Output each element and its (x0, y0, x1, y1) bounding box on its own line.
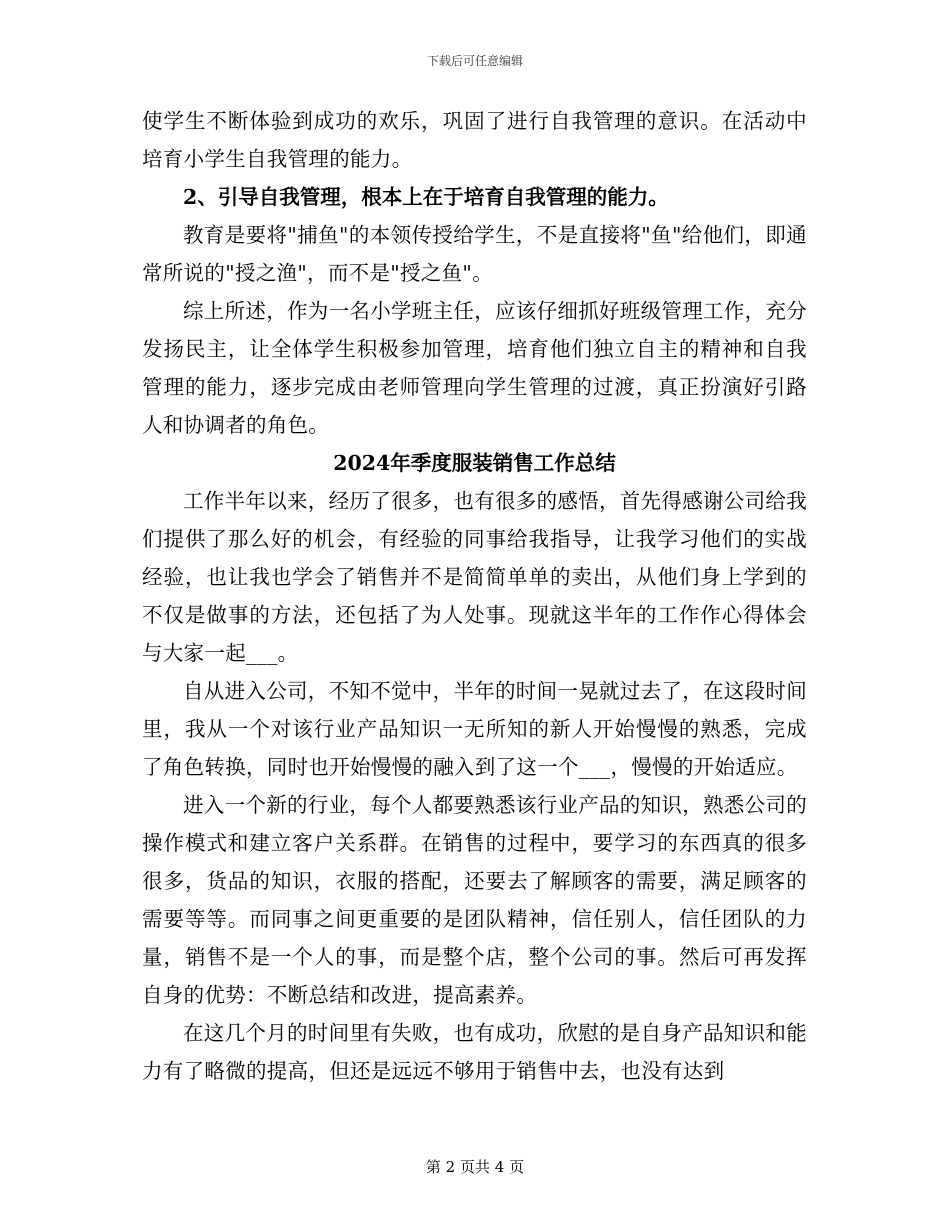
paragraph-continued: 使学生不断体验到成功的欢乐，巩固了进行自我管理的意识。在活动中培育小学生自我管理的能力。 (142, 109, 807, 171)
paragraph: 在这几个月的时间里有失败，也有成功，欣慰的是自身产品知识和能力有了略微的提高，但还是远远不够用于销售中去，也没有达到 (142, 1021, 807, 1083)
paragraph: 工作半年以来，经历了很多，也有很多的感悟，首先得感谢公司给我们提供了那么好的机会，有经验的同事给我指导，让我学习他们的实战经验，也让我也学会了销售并不是简简单单的卖出，从他们身上学到的不仅是做事的方法，还包括了为人处事。现就这半年的工作作心得体会与大家一起___。 (142, 489, 807, 665)
paragraph: 综上所述，作为一名小学班主任，应该仔细抓好班级管理工作，充分发扬民主，让全体学生积极参加管理，培育他们独立自主的精神和自我管理的能力，逐步完成由老师管理向学生管理的过渡，真正扮演好引路人和协调者的角色。 (142, 299, 807, 437)
section-heading: 2、引导自我管理，根本上在于培育自我管理的能力。 (183, 185, 669, 209)
document-title: 2024年季度服装销售工作总结 (333, 451, 616, 475)
paragraph: 自从进入公司，不知不觉中，半年的时间一晃就过去了，在这段时间里，我从一个对该行业产品知识一无所知的新人开始慢慢的熟悉，完成了角色转换，同时也开始慢慢的融入到了这一个___，慢慢的开始适应。 (142, 679, 807, 779)
page-header: 下载后可任意编辑 (426, 54, 523, 68)
document-body (142, 102, 807, 1090)
paragraph: 进入一个新的行业，每个人都要熟悉该行业产品的知识，熟悉公司的操作模式和建立客户关系群。在销售的过程中，要学习的东西真的很多很多，货品的知识，衣服的搭配，还要去了解顾客的需要，满足顾客的需要等等。而同事之间更重要的是团队精神，信任别人，信任团队的力量，销售不是一个人的事，而是整个店，整个公司的事。然后可再发挥自身的优势：不断总结和改进，提高素养。 (142, 793, 807, 1007)
paragraph: 教育是要将"捕鱼"的本领传授给学生，不是直接将"鱼"给他们，即通常所说的"授之渔"，而不是"授之鱼"。 (142, 223, 807, 285)
page-footer: 第 2 页共 4 页 (425, 1158, 525, 1176)
